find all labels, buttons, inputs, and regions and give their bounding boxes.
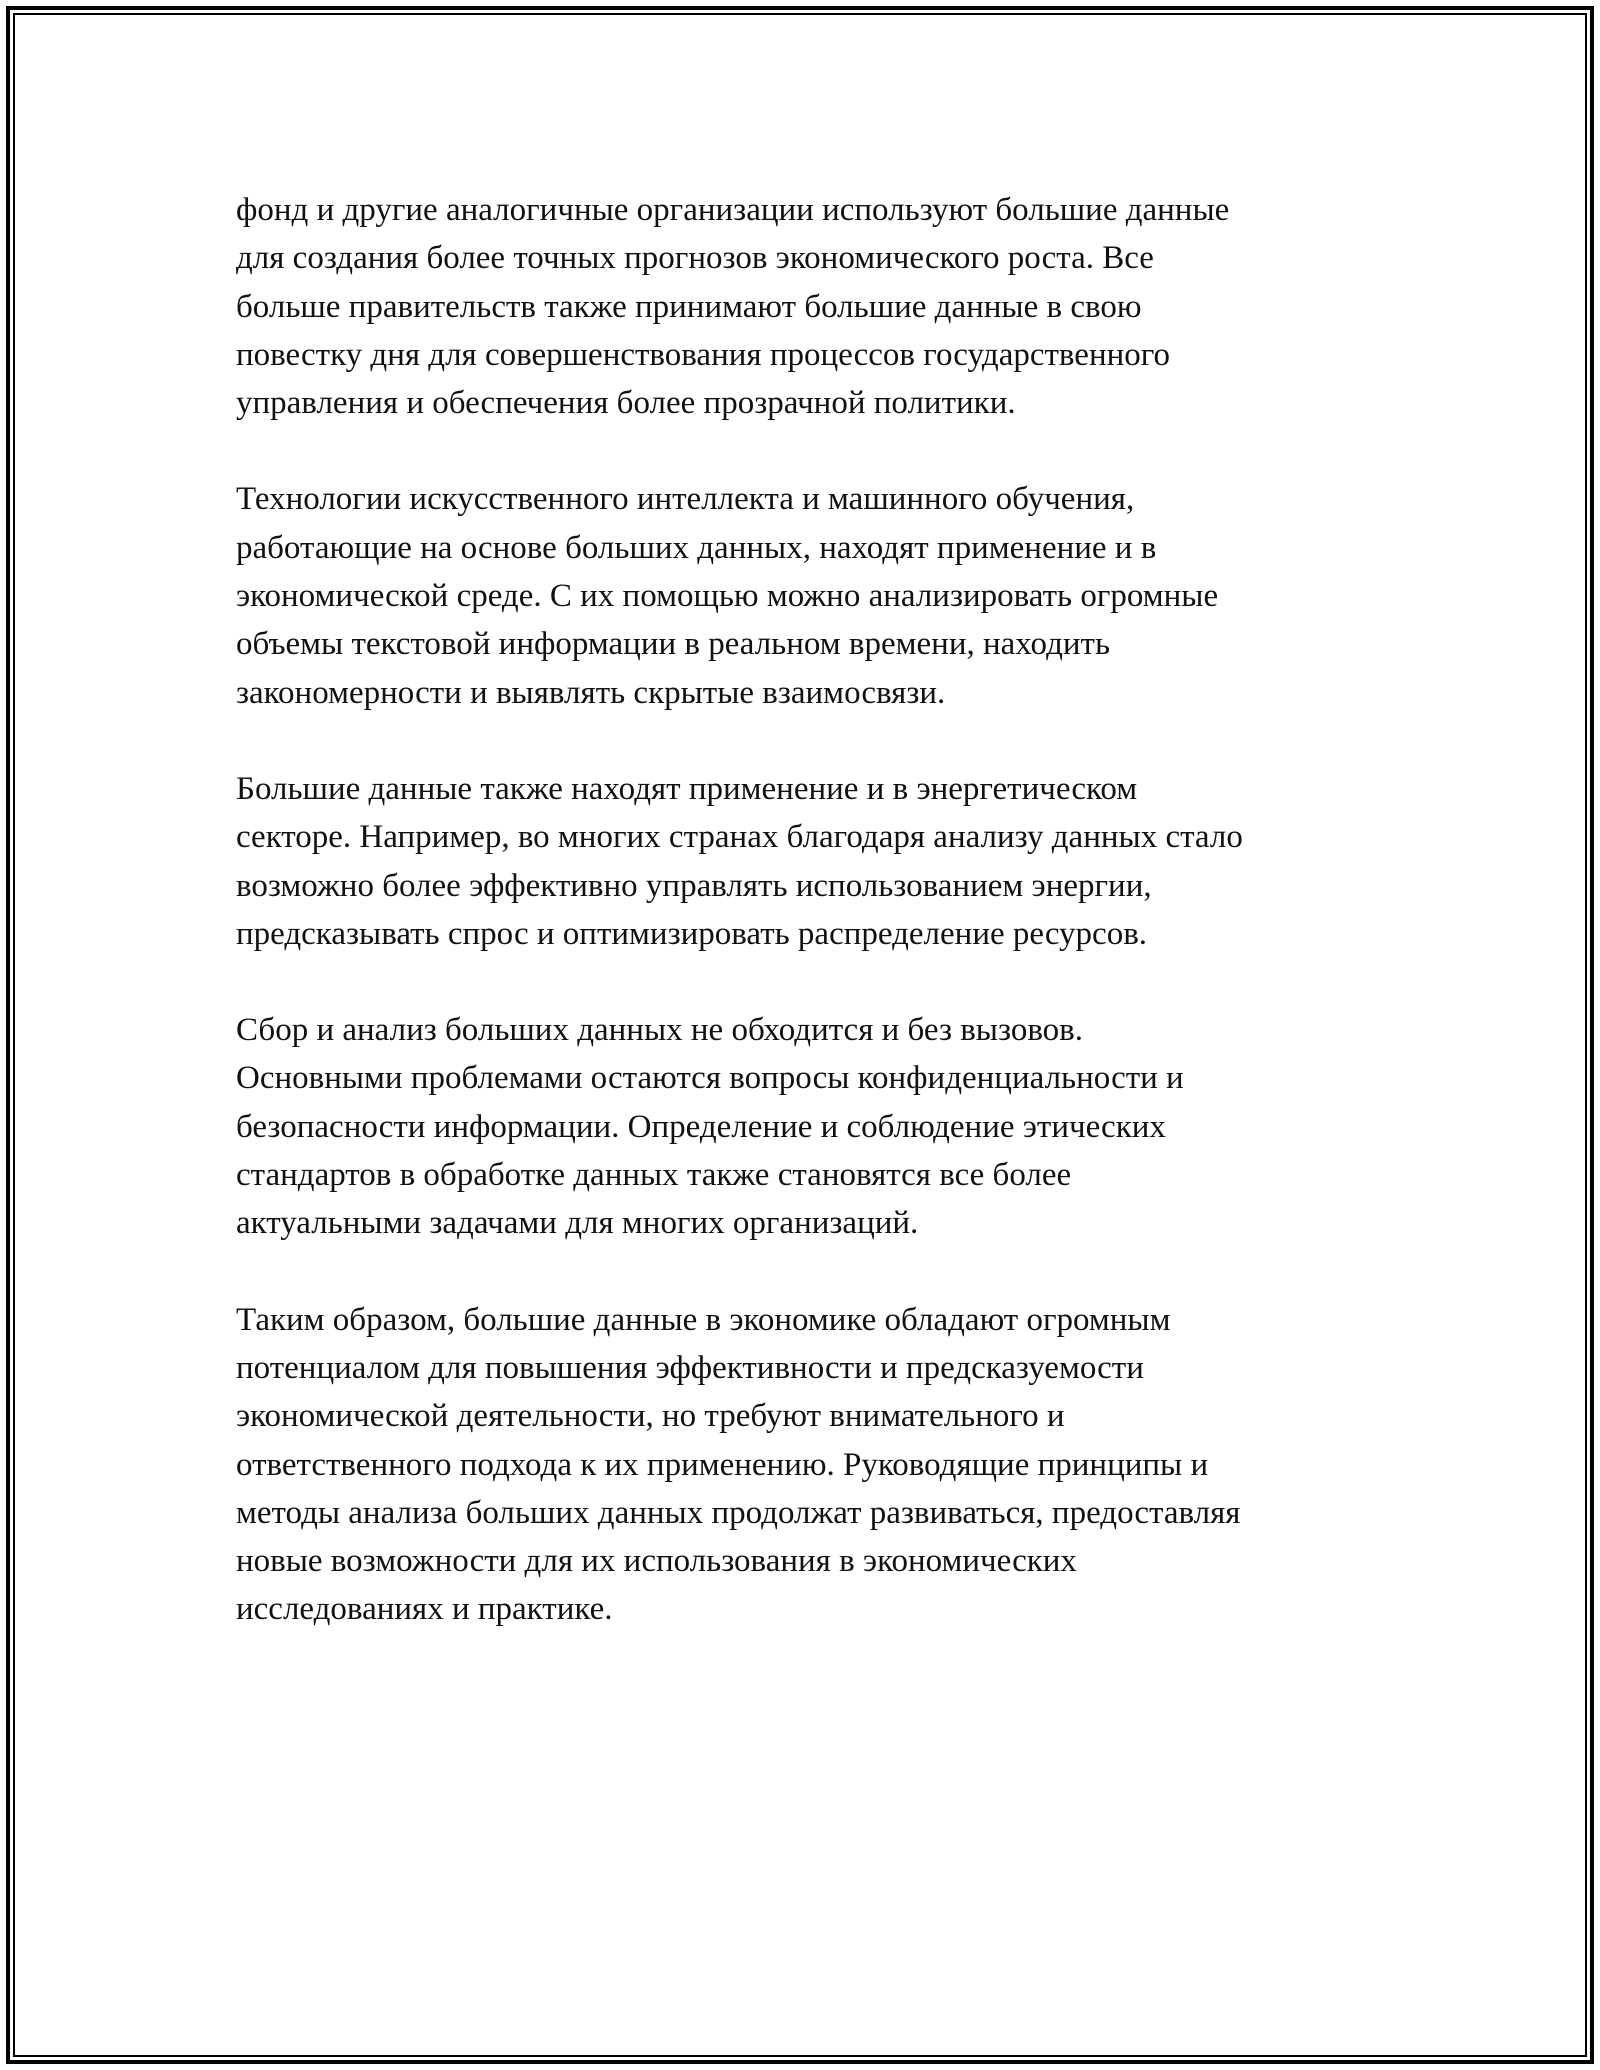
text-line: больше правительств также принимают большие данные в свою <box>236 288 1142 325</box>
text-line: управления и обеспечения более прозрачной политики. <box>236 385 1016 422</box>
text-line: Основными проблемами остаются вопросы конфиденциальности и <box>236 1060 1184 1097</box>
text-line: работающие на основе больших данных, находят применение и в <box>236 529 1157 566</box>
text-line: Большие данные также находят применение и в энергетическом <box>236 770 1138 807</box>
text-line: Сбор и анализ больших данных не обходится и без вызовов. <box>236 1012 1084 1049</box>
document-body <box>236 186 1376 1682</box>
text-line: безопасности информации. Определение и соблюдение этических <box>236 1108 1166 1145</box>
text-line: возможно более эффективно управлять использованием энергии, <box>236 867 1152 904</box>
paragraph-energy-sector <box>236 765 1376 958</box>
text-line: секторе. Например, во многих странах благодаря анализу данных стало <box>236 819 1243 856</box>
text-line: предсказывать спрос и оптимизировать распределение ресурсов. <box>236 915 1148 952</box>
text-line: новые возможности для их использования в экономических <box>236 1543 1077 1580</box>
text-line: закономерности и выявлять скрытые взаимосвязи. <box>236 674 946 711</box>
text-line: потенциалом для повышения эффективности и предсказуемости <box>236 1349 1144 1386</box>
paragraph-big-data-forecasting <box>236 186 1376 427</box>
paragraph-conclusion <box>236 1296 1376 1634</box>
text-line: экономической деятельности, но требуют внимательного и <box>236 1398 1065 1435</box>
text-line: исследованиях и практике. <box>236 1591 613 1628</box>
text-line: стандартов в обработке данных также становятся все более <box>236 1157 1072 1194</box>
text-line: Технологии искусственного интеллекта и машинного обучения, <box>236 481 1135 518</box>
paragraph-ai-ml <box>236 475 1376 716</box>
text-line: объемы текстовой информации в реальном времени, находить <box>236 626 1111 663</box>
text-line: для создания более точных прогнозов экономического роста. Все <box>236 240 1154 277</box>
text-line: методы анализа больших данных продолжат развиваться, предоставляя <box>236 1494 1241 1531</box>
text-line: Таким образом, большие данные в экономике обладают огромным <box>236 1301 1171 1338</box>
text-line: фонд и другие аналогичные организации используют большие данные <box>236 192 1230 228</box>
text-line: актуальными задачами для многих организаций. <box>236 1205 919 1242</box>
text-line: ответственного подхода к их применению. Руководящие принципы и <box>236 1446 1209 1483</box>
text-line: повестку дня для совершенствования процессов государственного <box>236 336 1170 373</box>
paragraph-challenges <box>236 1006 1376 1247</box>
text-line: экономической среде. С их помощью можно анализировать огромные <box>236 578 1219 615</box>
